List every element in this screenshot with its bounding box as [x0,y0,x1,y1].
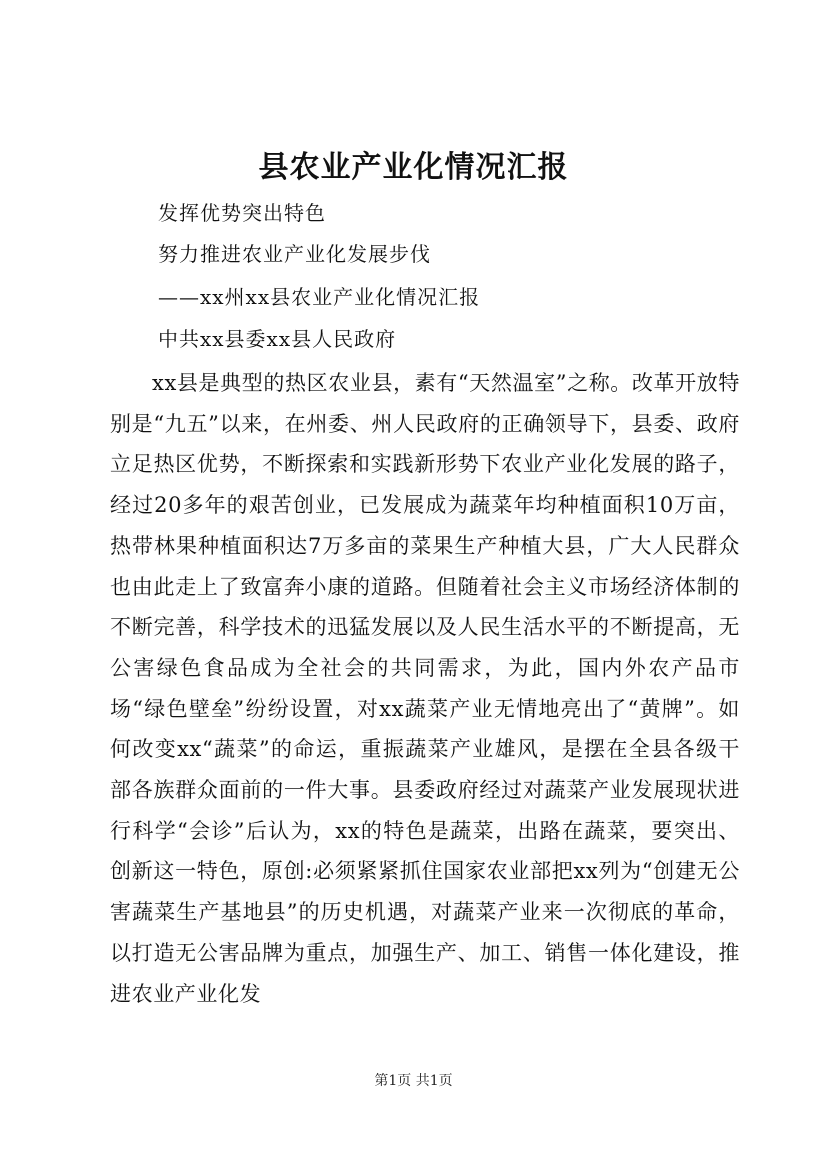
page-number: 第1页 共1页 [374,1073,453,1089]
subtitle-line-3: ——xx州xx县农业产业化情况汇报 [158,285,481,309]
author-line: 中共xx县委xx县人民政府 [158,327,397,351]
document-title: 县农业产业化情况汇报 [258,150,569,185]
subtitle-line-2: 努力推进农业产业化发展步伐 [158,242,431,266]
subtitle-line-1: 发挥优势突出特色 [158,201,326,225]
body-paragraph: xx县是典型的热区农业县，素有“天然温室”之称。改革开放特别是“九五”以来，在州委、州人民政府的正确领导下，县委、政府立足热区优势，不断探索和实践新形势下农业产业化发展的路子，经过20多年的艰苦创业，已发展成为蔬菜年均种植面积10万亩，热带林果种植面积达7万多亩的菜果生产种植大县，广大人民群众也由此走上了致富奔小康的道路。但随着社会主义市场经济体制的不断完善，科学技术的迅猛发展以及人民生活水平的不断提高，无公害绿色食品成为全社会的共同需求，为此，国内外农产品市场“绿色壁垒”纷纷设置，对xx蔬菜产业无情地亮出了“黄牌”。如何改变xx“蔬菜”的命运，重振蔬菜产业雄风，是摆在全县各级干部各族群众面前的一件大事。县委政府经过对蔬菜产业发展现状进行科学“会诊”后认为，xx的特色是蔬菜，出路在蔬菜，要突出、创新这一特色，原创:必须紧紧抓住国家农业部把xx列为“创建无公害蔬菜生产基地县”的历史机遇，对蔬菜产业来一次彻底的革命，以打造无公害品牌为重点，加强生产、加工、销售一体化建设，推进农业产业化发 [110,371,740,1006]
